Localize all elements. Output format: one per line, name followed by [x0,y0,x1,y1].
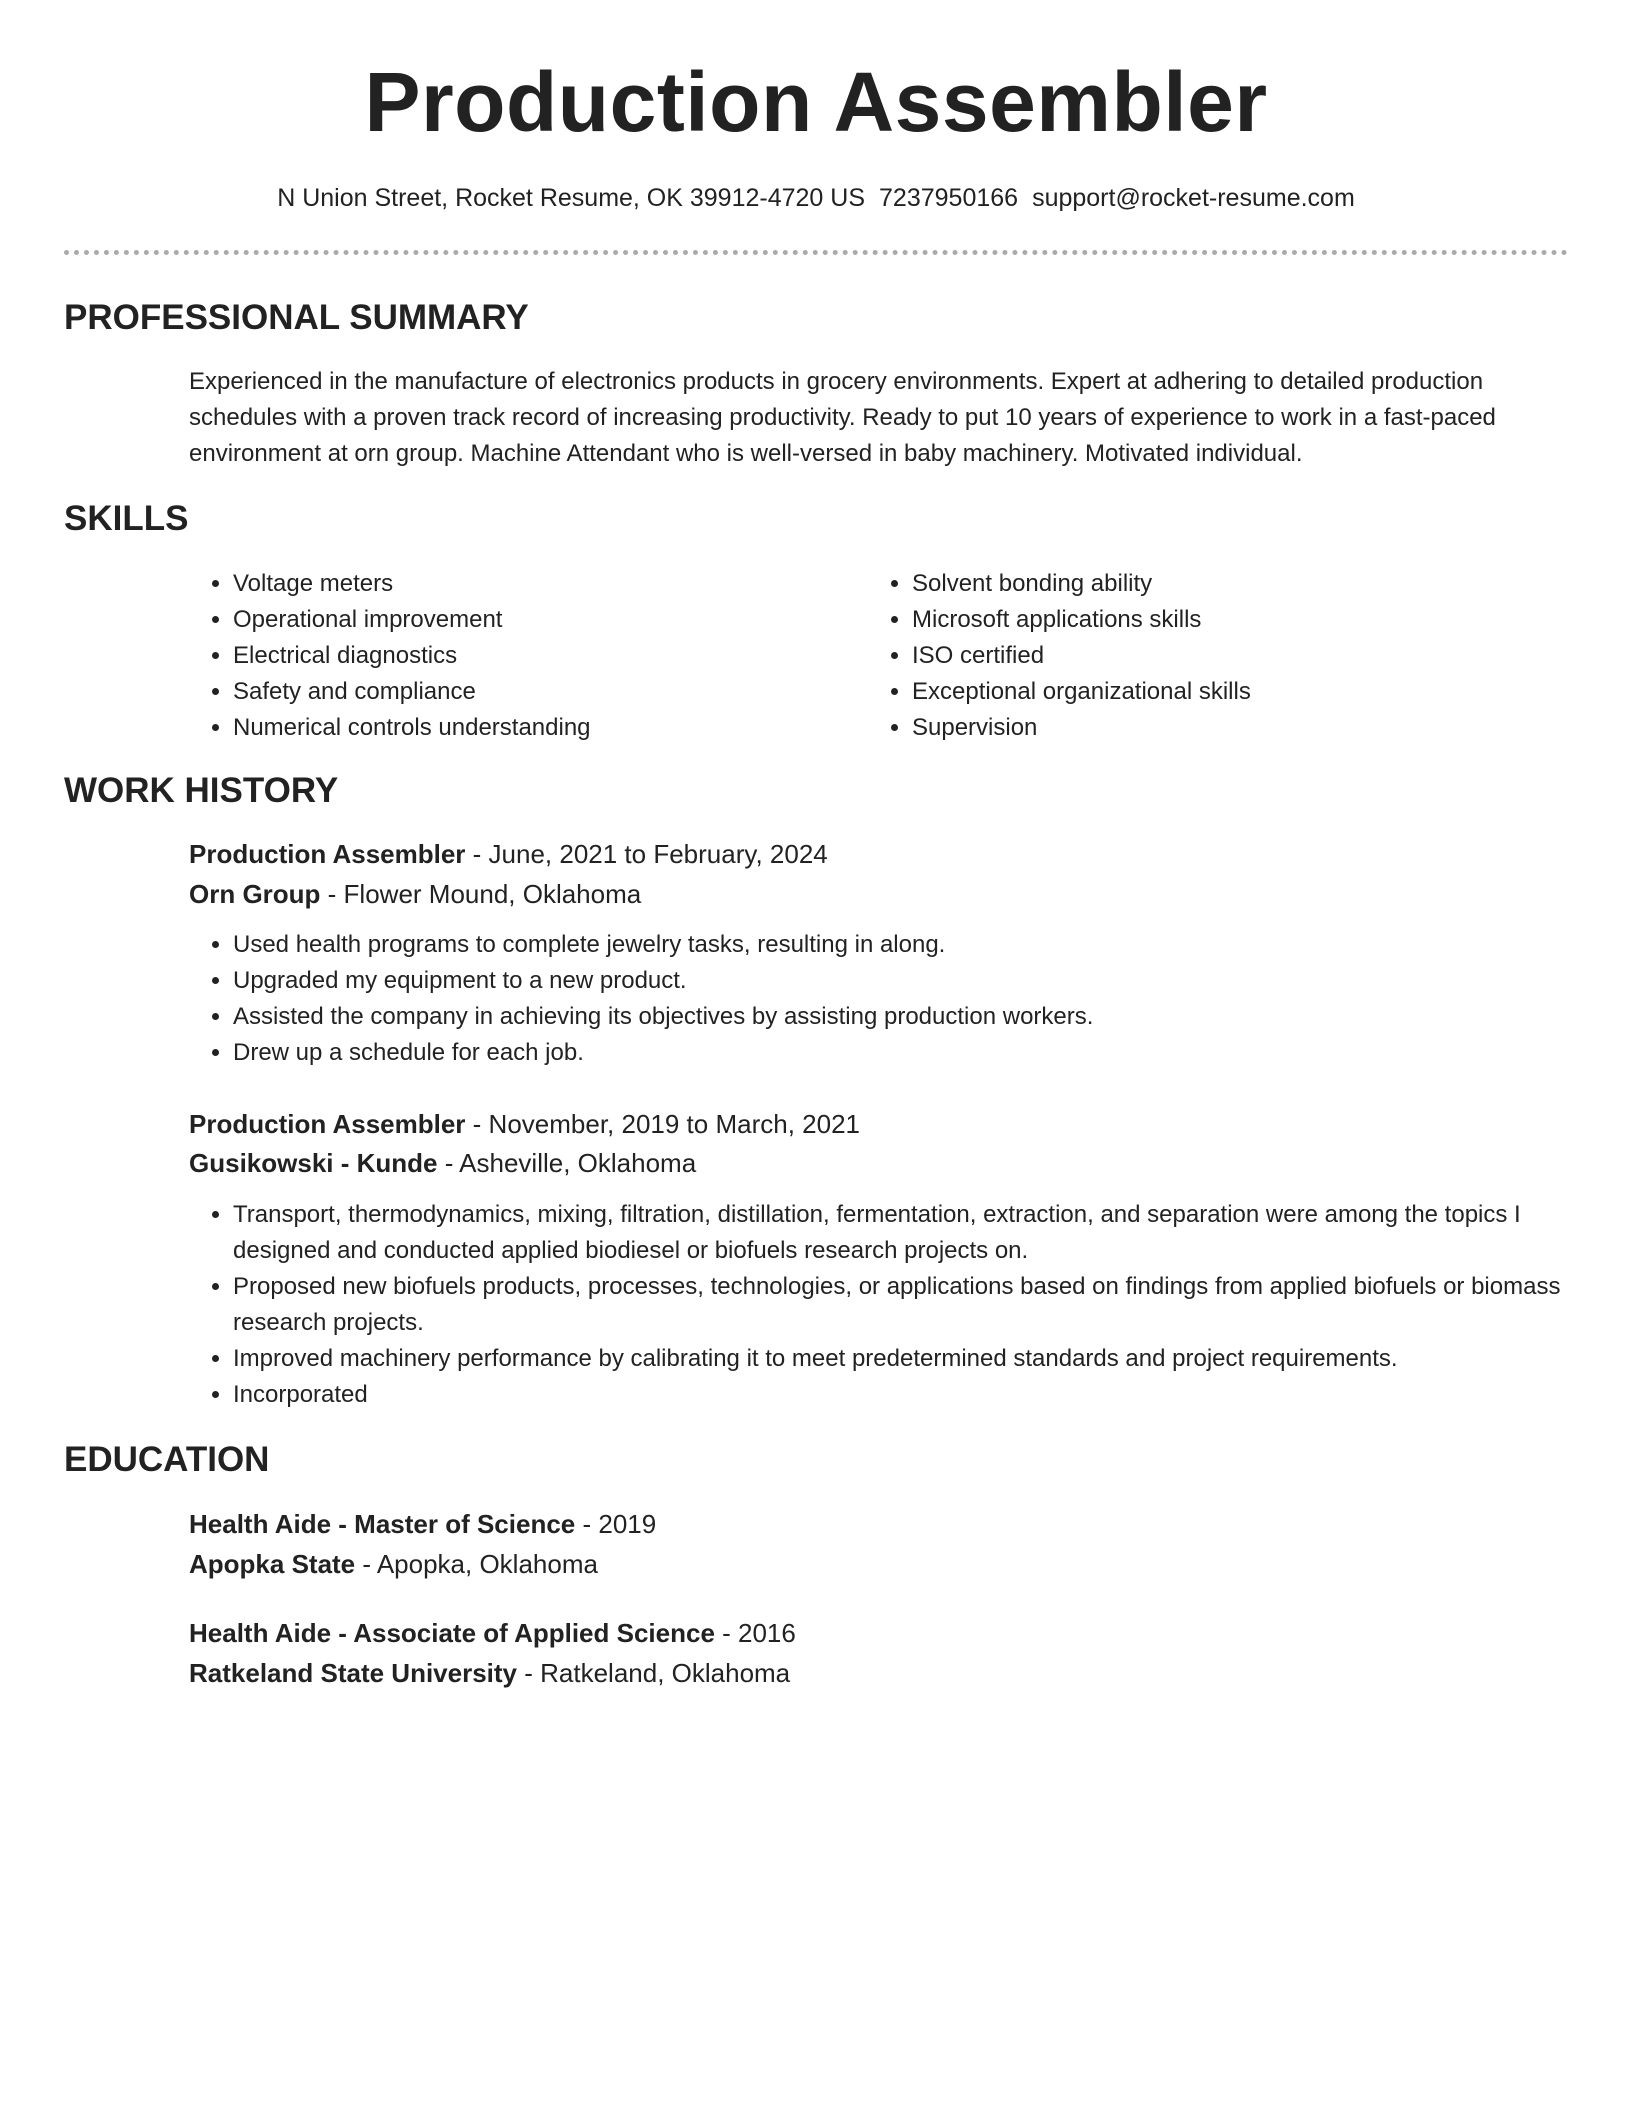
skills-list-right [868,566,1552,746]
education-school-line [189,1546,1569,1582]
skills-list-left [189,566,873,746]
job-bullets [189,1197,1569,1413]
skill-item: • Solvent bonding ability [912,566,1552,602]
job-title-line [189,1106,1569,1142]
contact-email: support@rocket-resume.com [1032,184,1355,212]
section-title-summary: PROFESSIONAL SUMMARY [64,298,529,337]
job-bullets [189,927,1569,1071]
education-year: - 2019 [575,1509,657,1539]
job-bullet: • Transport, thermodynamics, mixing, filtration, distillation, fermentation, extraction, and separation were among the topics I designed and conducted applied biodiesel or biofuels research projects on. [233,1197,1569,1269]
job-position: Production Assembler [189,839,466,869]
job-company: Orn Group [189,879,321,909]
job-company-line [189,876,1569,912]
skill-item: • Supervision [912,710,1552,746]
education-location: - Apopka, Oklahoma [355,1549,598,1579]
candidate-name: Production Assembler [364,55,1268,149]
skill-item: • Numerical controls understanding [233,710,873,746]
contact-phone: 7237950166 [879,184,1019,212]
job-title-line [189,836,1569,872]
contact-line [64,180,1568,216]
education-degree: Health Aide - Associate of Applied Science [189,1618,715,1648]
skill-item: • Exceptional organizational skills [912,674,1552,710]
summary-text: Experienced in the manufacture of electronics products in grocery environments. Expert at adhering to detailed production schedules with a proven track record of increasing productivity. Ready to put 10 years of experience to work in a fast-paced environment at orn group. Machine Attendant who is well-versed in baby machinery. Motivated individual. [189,368,1496,467]
education-degree: Health Aide - Master of Science [189,1509,576,1539]
skill-item: • Voltage meters [233,566,873,602]
job-bullet: • Used health programs to complete jewelry tasks, resulting in along. [233,927,1569,963]
job-company-line [189,1145,1569,1181]
education-school: Ratkeland State University [189,1658,518,1688]
education-year: - 2016 [714,1618,796,1648]
skill-item: • Safety and compliance [233,674,873,710]
job-dates: - November, 2019 to March, 2021 [465,1109,860,1139]
job-bullet: • Drew up a schedule for each job. [233,1035,1569,1071]
skill-item: • Electrical diagnostics [233,638,873,674]
education-degree-line [189,1615,1569,1651]
header-divider [64,250,1568,255]
job-dates: - June, 2021 to February, 2024 [465,839,828,869]
skill-item: • Operational improvement [233,602,873,638]
section-title-work: WORK HISTORY [64,771,339,810]
education-degree-line [189,1506,1569,1542]
job-bullet: • Proposed new biofuels products, processes, technologies, or applications based on findings from applied biofuels or biomass research projects. [233,1269,1569,1341]
job-bullet: • Improved machinery performance by calibrating it to meet predetermined standards and project requirements. [233,1341,1569,1377]
skill-item: • ISO certified [912,638,1552,674]
contact-address: N Union Street, Rocket Resume, OK 39912-4720 US [277,184,866,212]
job-location: - Flower Mound, Oklahoma [320,879,642,909]
education-school-line [189,1655,1569,1691]
job-bullet: • Incorporated [233,1377,1569,1413]
education-location: - Ratkeland, Oklahoma [517,1658,791,1688]
job-company: Gusikowski - Kunde [189,1148,438,1178]
section-title-skills: SKILLS [64,499,189,538]
education-school: Apopka State [189,1549,356,1579]
job-bullet: • Assisted the company in achieving its objectives by assisting production workers. [233,999,1569,1035]
job-position: Production Assembler [189,1109,466,1139]
job-location: - Asheville, Oklahoma [437,1148,697,1178]
skill-item: • Microsoft applications skills [912,602,1552,638]
section-title-education: EDUCATION [64,1440,270,1479]
job-bullet: • Upgraded my equipment to a new product. [233,963,1569,999]
